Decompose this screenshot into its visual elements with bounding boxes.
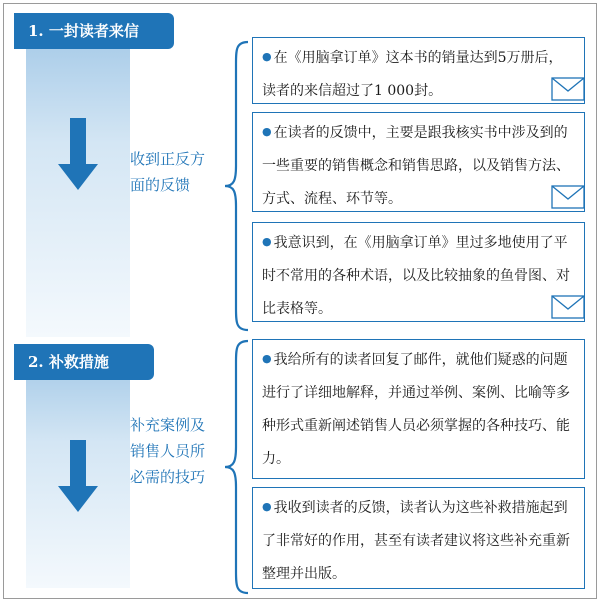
side-label-line: 面的反馈 xyxy=(130,176,191,194)
item-text: 我收到读者的反馈，读者认为这些补救措施起到了非常好的作用，甚至有读者建议将这些补充重新整理并出版。 xyxy=(262,500,570,582)
envelope-icon xyxy=(551,77,585,101)
item-text: 我意识到，在《用脑拿订单》里过多地使用了平时不常用的各种术语，以及比较抽象的鱼骨图、对比表格等。 xyxy=(262,235,570,317)
bullet-dot-icon: ● xyxy=(262,352,272,365)
bullet-dot-icon: ● xyxy=(262,235,272,248)
feedback-item xyxy=(252,222,585,322)
side-label-line: 补充案例及 xyxy=(130,416,206,434)
bullet-dot-icon: ● xyxy=(262,125,272,138)
side-label-line: 必需的技巧 xyxy=(130,468,206,486)
remedy-item xyxy=(252,339,585,479)
down-arrow-icon xyxy=(57,440,99,514)
curly-brace-icon xyxy=(222,339,252,595)
feedback-item xyxy=(252,112,585,212)
item-text: 在《用脑拿订单》这本书的销量达到5万册后，读者的来信超过了1 000封。 xyxy=(262,50,563,99)
item-text: 在读者的反馈中，主要是跟我核实书中涉及到的一些重要的销售概念和销售思路，以及销售方法、方式、流程、环节等。 xyxy=(262,125,570,207)
bullet-dot-icon: ● xyxy=(262,500,272,513)
envelope-icon xyxy=(551,185,585,209)
remedy-item xyxy=(252,487,585,589)
down-arrow-icon xyxy=(57,118,99,192)
section-1-side-label xyxy=(130,146,205,198)
side-label-line: 收到正反方 xyxy=(130,150,206,168)
section-1-header: 1. 一封读者来信 xyxy=(14,13,174,49)
section-2-side-label xyxy=(130,412,205,490)
feedback-item xyxy=(252,37,585,104)
envelope-icon xyxy=(551,295,585,319)
curly-brace-icon xyxy=(222,40,252,332)
item-text: 我给所有的读者回复了邮件，就他们疑惑的问题进行了详细地解释，并通过举例、案例、比喻等多种形式重新阐述销售人员必须掌握的各种技巧、能力。 xyxy=(262,352,570,467)
bullet-dot-icon: ● xyxy=(262,50,272,63)
side-label-line: 销售人员所 xyxy=(130,442,206,460)
section-2-header: 2. 补救措施 xyxy=(14,344,154,380)
